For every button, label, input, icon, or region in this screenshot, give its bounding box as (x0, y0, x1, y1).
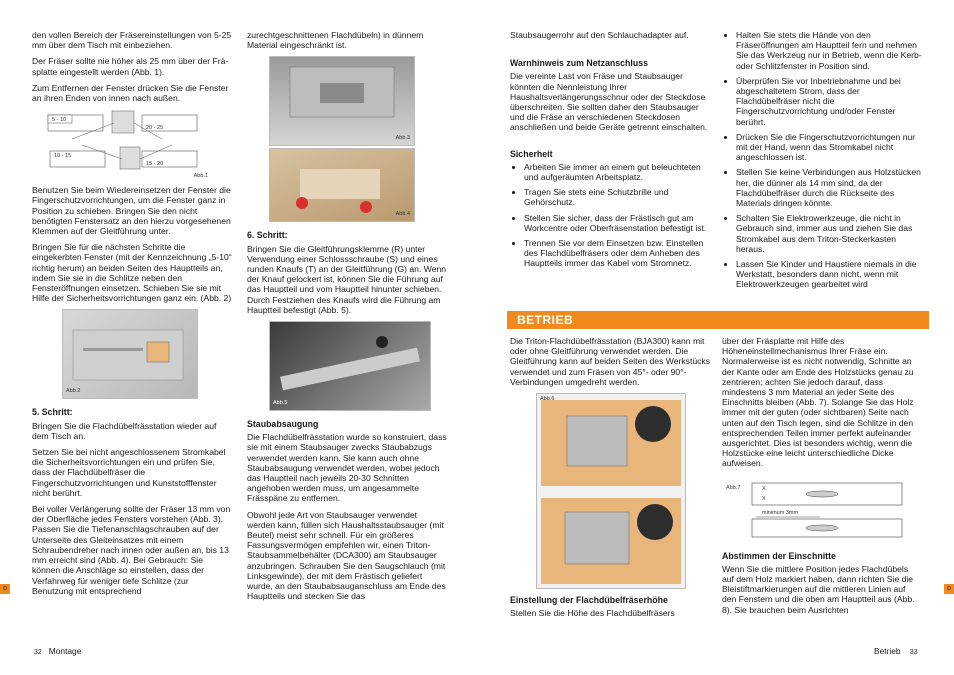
betrieb-right-column (722, 336, 922, 621)
paragraph: Bei voller Verlängerung sollte der Fräser 13 mm von der Oberfläche jedes Fensters vorstehen (Abb. 3). Passen Sie die Tiefenanschlagschrauben auf der Unterseite des Gleiteinsatzes mit einem Schraubendreher nach innen oder außen an, bis 13 mm erreicht sind (Abb. 4). Bei Gebrauch: Sie können die Anschläge so einstellen, dass der Verfahrweg für weniger tiefe Schlitze (zur Benutzung mit entsprechend (32, 504, 231, 596)
figure-caption: Abb.6 (540, 396, 555, 403)
paragraph: zurechtgeschnittenen Flachdübeln) in dünnem Material eingeschränkt ist. (247, 30, 424, 51)
figure-5-photo (269, 321, 431, 411)
paragraph: über der Fräsplatte mit Hilfe des Höheneinstellmechanismus Ihrer Fräse ein. Normalerweise ist es nicht notwendig, Schnitte an der Kante oder am Ende des Holzstücks genau zu zentrieren; achten Sie jedoch darauf, dass mindestens 3 mm Material an jeder Seite des Einschnitts bleiben (Abb. 7). Solange Sie das Holz immer mit der guten (oder sichtbaren) Seite nach unten auf den Tisch legen, sind die Schlitze in den entsprechenden Teilen immer perfekt aufeinander ausgerichtet. Dies ist besonders wichtig, wenn die Holzstücke eine leicht unterschiedliche Dicke aufweisen. (722, 336, 914, 469)
left-column (32, 30, 232, 602)
paragraph: Die vereinte Last von Fräse und Staubsauger könnten die Nennleistung Ihrer Haushaltsverlängerungsschnur oder der Steckdose überschreiten. Sie sollten daher den Staubsauger und die Fräse an verschiedenen Steckdosen anschließen und beide Geräte getrennt einschalten. (510, 71, 708, 133)
list-item: • Tragen Sie stets eine Schutzbrille und Gehörschutz. (524, 187, 710, 207)
figure-3-photo (269, 56, 415, 146)
list-item: • Halten Sie stets die Hände von den Fräseröffnungen am Hauptteil fern und nehmen Sie das Werkzeug nur in Betrieb, wenn die Kerb- oder Schlitzfenster in Position sind. (736, 30, 922, 71)
paragraph: Obwohl jede Art von Staubsauger verwendet werden kann, füllen sich Haushaltsstaubsauger (mit Beutel) meist sehr schnell. Für ein größeres Fassungsvermögen empfehlen wir, einen Triton-Staubsammelbehälter (DCA300) am Staubsauger anzubringen. Schrauben Sie den Saugschlauch (mit Linksgewinde), der mit dem Frästisch geliefert wurde, an den Staubabsauganschluss am Ende des Hauptteils und stecken Sie das (247, 509, 446, 602)
paragraph: den vollen Bereich der Fräsereinstellungen von 5-25 mm über dem Tisch mit einbeziehen. (32, 30, 232, 51)
page-number: 33 (909, 649, 918, 656)
align-heading: Abstimmen der Einschnitte (722, 550, 836, 561)
fig1-label-15-20: 15 - 20 (146, 161, 164, 168)
figure-caption: Abb.5 (273, 400, 288, 407)
list-item: • Schalten Sie Elektrowerkzeuge, die nicht in Gebrauch sind, immer aus und ziehen Sie das Stromkabel aus dem Triton-Steckerkasten heraus. (736, 213, 922, 254)
footer-left (34, 646, 81, 658)
safety-list-continued (722, 30, 922, 290)
figure-4-photo (269, 148, 415, 222)
middle-column (247, 30, 447, 607)
list-item: • Lassen Sie Kinder und Haustiere niemals in die Werkstatt, besonders dann nicht, wenn mit Elektrowerkzeugen gearbeitet wird (736, 259, 922, 290)
list-item: • Arbeiten Sie immer an einem gut beleuchteten und aufgeräumten Arbeitsplatz. (524, 162, 710, 182)
paragraph: Wenn Sie die mittlere Position jedes Flachdübels auf dem Holz markiert haben, dann richten Sie die Bleistiftmarkierungen auf die mittleren Linien auf den Fenstern und die oben am Hauptteil aus (Abb. 8). Sie brauchen beim Ausrichten (722, 563, 915, 615)
figure-7-diagram (722, 479, 912, 541)
paragraph: Bringen Sie die Gleitführungsklemme (R) unter Verwendung einer Schlossschraube (S) und eines runden Knaufs (T) an der Gleitführung (G) an. Wenn der Knauf gelockert ist, können Sie die Führung auf das Hauptteil und vom Hauptteil hinunter schieben. Durch Festziehen des Knaufs wird die Führung am Hauptteil befestigt (Abb. 5). (247, 243, 447, 315)
paragraph: Die Triton-Flachdübelfrässtation (BJA300) kann mit oder ohne Gleitführung verwendet werden. Die Gleitführung kann auf beiden Seiten des Werkstücks verwendet und zum Fräsen von 45°- oder 90°-Verbindungen umgedreht werden. (510, 336, 711, 387)
paragraph: Setzen Sie bei nicht angeschlossenem Stromkabel die Sicherheitsvorrichtungen ein und prüfen Sie, dass der Flachdübelfräser die Fingerschutzvorrichtungen und Kunststofffenster nicht berührt. (32, 447, 226, 498)
section-label: Betrieb (874, 646, 901, 656)
paragraph: Staubsaugerrohr auf den Schlauchadapter auf. (510, 30, 689, 40)
step5-heading: 5. Schritt: (32, 407, 73, 418)
fig1-label-20-25: 20 - 25 (146, 125, 164, 132)
warning-heading: Warnhinweis zum Netzanschluss (510, 58, 649, 69)
fig7-x-label: X (762, 485, 766, 492)
right-column-a (510, 30, 710, 275)
list-item: • Überprüfen Sie vor Inbetriebnahme und bei abgeschaltetem Strom, dass der Flachdübelfräser nicht die Fingerschutzvorrichtung und/oder Fenster berührt. (736, 76, 922, 127)
paragraph: Stellen Sie die Höhe des Flachdübelfräsers (510, 608, 675, 619)
paragraph: Benutzen Sie beim Wiedereinsetzen der Fenster die Fingerschutzvorrichtungen, um die Fenster ganz in Position zu schieben. Bringen Sie den nicht benötigten Fenstersatz an den hierzu vorgesehenen Klemmen auf der Gleitführung unter. (32, 185, 231, 237)
section-label: Montage (48, 646, 82, 656)
footer-right (874, 646, 918, 658)
list-item: • Trennen Sie vor dem Einsetzen bzw. Einstellen des Flachdübelfräsers oder dem Anheben des Hauptteils immer das Kabel vom Stromnetz. (524, 238, 710, 269)
list-item: • Stellen Sie keine Verbindungen aus Holzstücken her, die dünner als 14 mm sind, da der Flachdübelfräser durch die Rückseite des Materials dringen könnte. (736, 167, 922, 208)
figure-caption: Abb.7 (726, 484, 741, 491)
figure-caption: Abb.4 (395, 211, 410, 218)
window-settings-diagram (42, 109, 212, 179)
page-number: 32 (34, 649, 42, 656)
safety-heading: Sicherheit (510, 148, 553, 159)
figure-caption: Abb.1 (193, 173, 208, 180)
paragraph: Der Fräser sollte nie höher als 25 mm über der Fräsplatte eingestellt werden (Abb. 1). (32, 56, 229, 77)
safety-list (510, 162, 710, 269)
paragraph: Zum Entfernen der Fenster drücken Sie die Fenster an ihren Enden von innen nach außen. (32, 82, 229, 104)
dust-heading: Staubabsaugung (247, 419, 319, 430)
betrieb-left-column (510, 336, 710, 624)
figure-2-photo (62, 309, 198, 399)
figure-1-diagram (42, 109, 212, 179)
list-item: • Stellen Sie sicher, dass der Frästisch gut am Workcentre oder Oberfräsenstation befestigt ist. (524, 213, 710, 233)
height-heading: Einstellung der Flachdübelfräserhöhe (510, 595, 668, 606)
fig1-label-10-15: 10 - 15 (54, 153, 72, 160)
section-title: BETRIEB (517, 313, 574, 327)
figure-6-photo (536, 393, 686, 589)
language-tab-left: D (0, 584, 10, 594)
fig1-label-5-10: 5 - 10 (52, 117, 67, 124)
fig7-x-label: X (762, 495, 766, 502)
paragraph: Bringen Sie für die nächsten Schritte die eingekerbten Fenster (mit der Kennzeichnung „5-10“ richtig herum) an beiden Seiten des Hauptteils an, indem Sie sie in die Schlitze neben den Fensteröffnungen einsetzen. Schieben Sie sie mit Hilfe der Sicherheitsvorrichtungen ganz ein. (Abb. 2) (32, 242, 232, 304)
paragraph: Bringen Sie die Flachdübelfrässtation wieder auf dem Tisch an. (32, 420, 217, 441)
fig7-minimum-label: minimum 3mm (762, 509, 799, 516)
step6-heading: 6. Schritt: (247, 230, 288, 241)
list-item: • Drücken Sie die Fingerschutzvorrichtungen nur mit der Hand, wenn das Stromkabel nicht angeschlossen ist. (736, 132, 922, 163)
figure-caption: Abb.2 (66, 388, 81, 395)
language-tab-right: D (944, 584, 954, 594)
section-banner (507, 311, 929, 329)
figure-caption: Abb.3 (395, 135, 410, 142)
paragraph: Die Flachdübelfrässtation wurde so konstruiert, dass sie mit einem Staubsauger zwecks Staubabzugs verwendet werden kann. Sie kann auch ohne Staubabsaugung verwendet werden, wobei jedoch das Hauptteil nach jeweils 20-30 Schnitten angehoben werden muss, um angesammelte Frässpäne zu entfernen. (247, 432, 447, 504)
right-column-b (722, 30, 922, 295)
